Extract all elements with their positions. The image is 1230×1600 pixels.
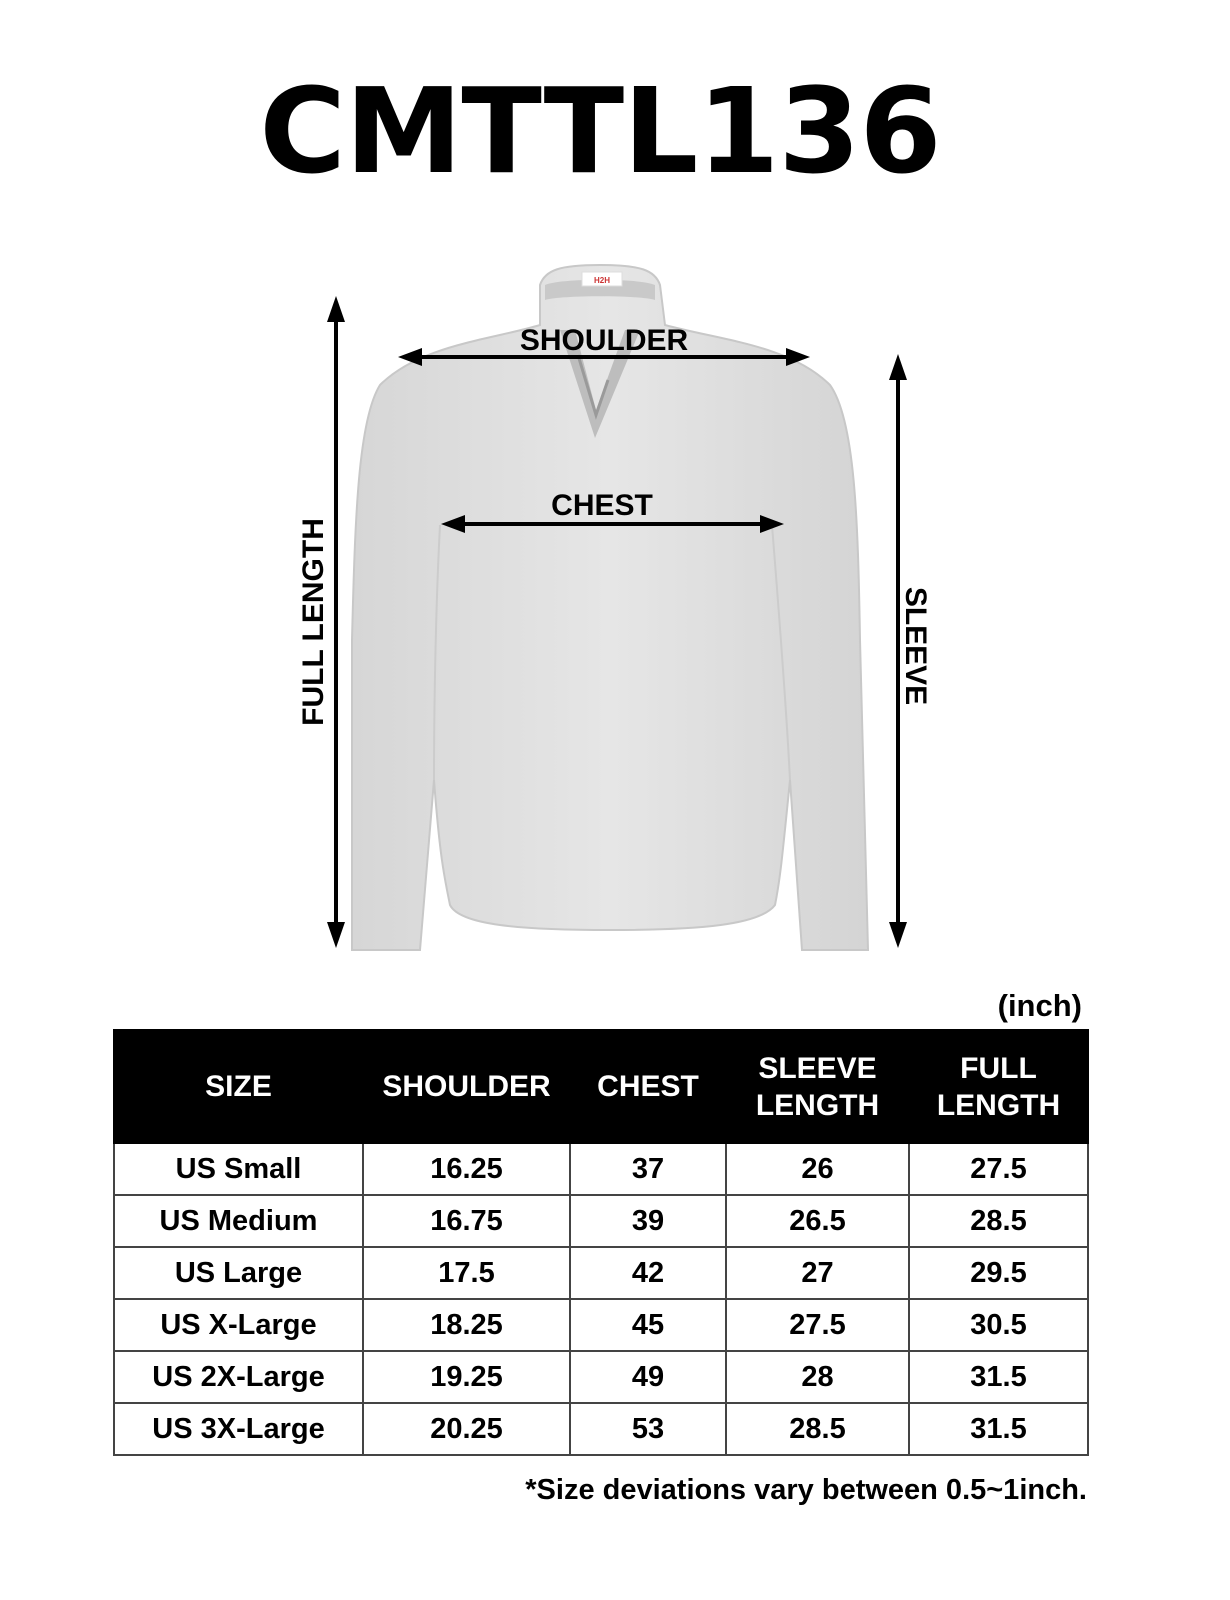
table-row (114, 1351, 1088, 1403)
cell-full-length: 29.5 (909, 1247, 1088, 1299)
cell-shoulder: 16.25 (363, 1143, 570, 1195)
header-size: SIZE (114, 1030, 363, 1143)
cell-chest: 42 (570, 1247, 726, 1299)
cell-size: US X-Large (114, 1299, 363, 1351)
cell-sleeve-length: 26.5 (726, 1195, 909, 1247)
cell-size: US Large (114, 1247, 363, 1299)
chest-label: CHEST (551, 489, 653, 522)
cell-full-length: 27.5 (909, 1143, 1088, 1195)
cell-chest: 37 (570, 1143, 726, 1195)
cell-full-length: 28.5 (909, 1195, 1088, 1247)
table-row (114, 1143, 1088, 1195)
cell-size: US Small (114, 1143, 363, 1195)
cell-sleeve-length: 27.5 (726, 1299, 909, 1351)
cell-shoulder: 16.75 (363, 1195, 570, 1247)
sleeve-label: SLEEVE (899, 586, 932, 706)
cell-sleeve-length: 27 (726, 1247, 909, 1299)
cell-shoulder: 18.25 (363, 1299, 570, 1351)
header-sleeve-length: SLEEVE LENGTH (726, 1030, 909, 1143)
cell-shoulder: 17.5 (363, 1247, 570, 1299)
cell-chest: 53 (570, 1403, 726, 1455)
cell-shoulder: 19.25 (363, 1351, 570, 1403)
svg-text:H2H: H2H (593, 276, 611, 285)
header-chest: CHEST (570, 1030, 726, 1143)
cell-chest: 39 (570, 1195, 726, 1247)
cell-shoulder: 20.25 (363, 1403, 570, 1455)
model-title: CMTTL136 (259, 62, 941, 200)
cell-size: US 3X-Large (114, 1403, 363, 1455)
shoulder-label: SHOULDER (519, 324, 689, 357)
size-deviation-note: *Size deviations vary between 0.5~1inch. (525, 1474, 1087, 1506)
table-row (114, 1299, 1088, 1351)
cell-full-length: 31.5 (909, 1403, 1088, 1455)
table-row (114, 1195, 1088, 1247)
header-shoulder: SHOULDER (363, 1030, 570, 1143)
cell-sleeve-length: 28.5 (726, 1403, 909, 1455)
unit-label: (inch) (997, 988, 1082, 1023)
cell-size: US 2X-Large (114, 1351, 363, 1403)
cell-chest: 49 (570, 1351, 726, 1403)
cell-full-length: 30.5 (909, 1299, 1088, 1351)
table-row (114, 1247, 1088, 1299)
table-header-row (114, 1030, 1088, 1143)
header-full-length: FULL LENGTH (909, 1030, 1088, 1143)
shirt-illustration (352, 265, 868, 950)
cell-size: US Medium (114, 1195, 363, 1247)
cell-sleeve-length: 28 (726, 1351, 909, 1403)
cell-full-length: 31.5 (909, 1351, 1088, 1403)
size-chart-table (113, 1029, 1089, 1456)
cell-chest: 45 (570, 1299, 726, 1351)
full-length-label: FULL LENGTH (297, 518, 330, 726)
table-row (114, 1403, 1088, 1455)
cell-sleeve-length: 26 (726, 1143, 909, 1195)
